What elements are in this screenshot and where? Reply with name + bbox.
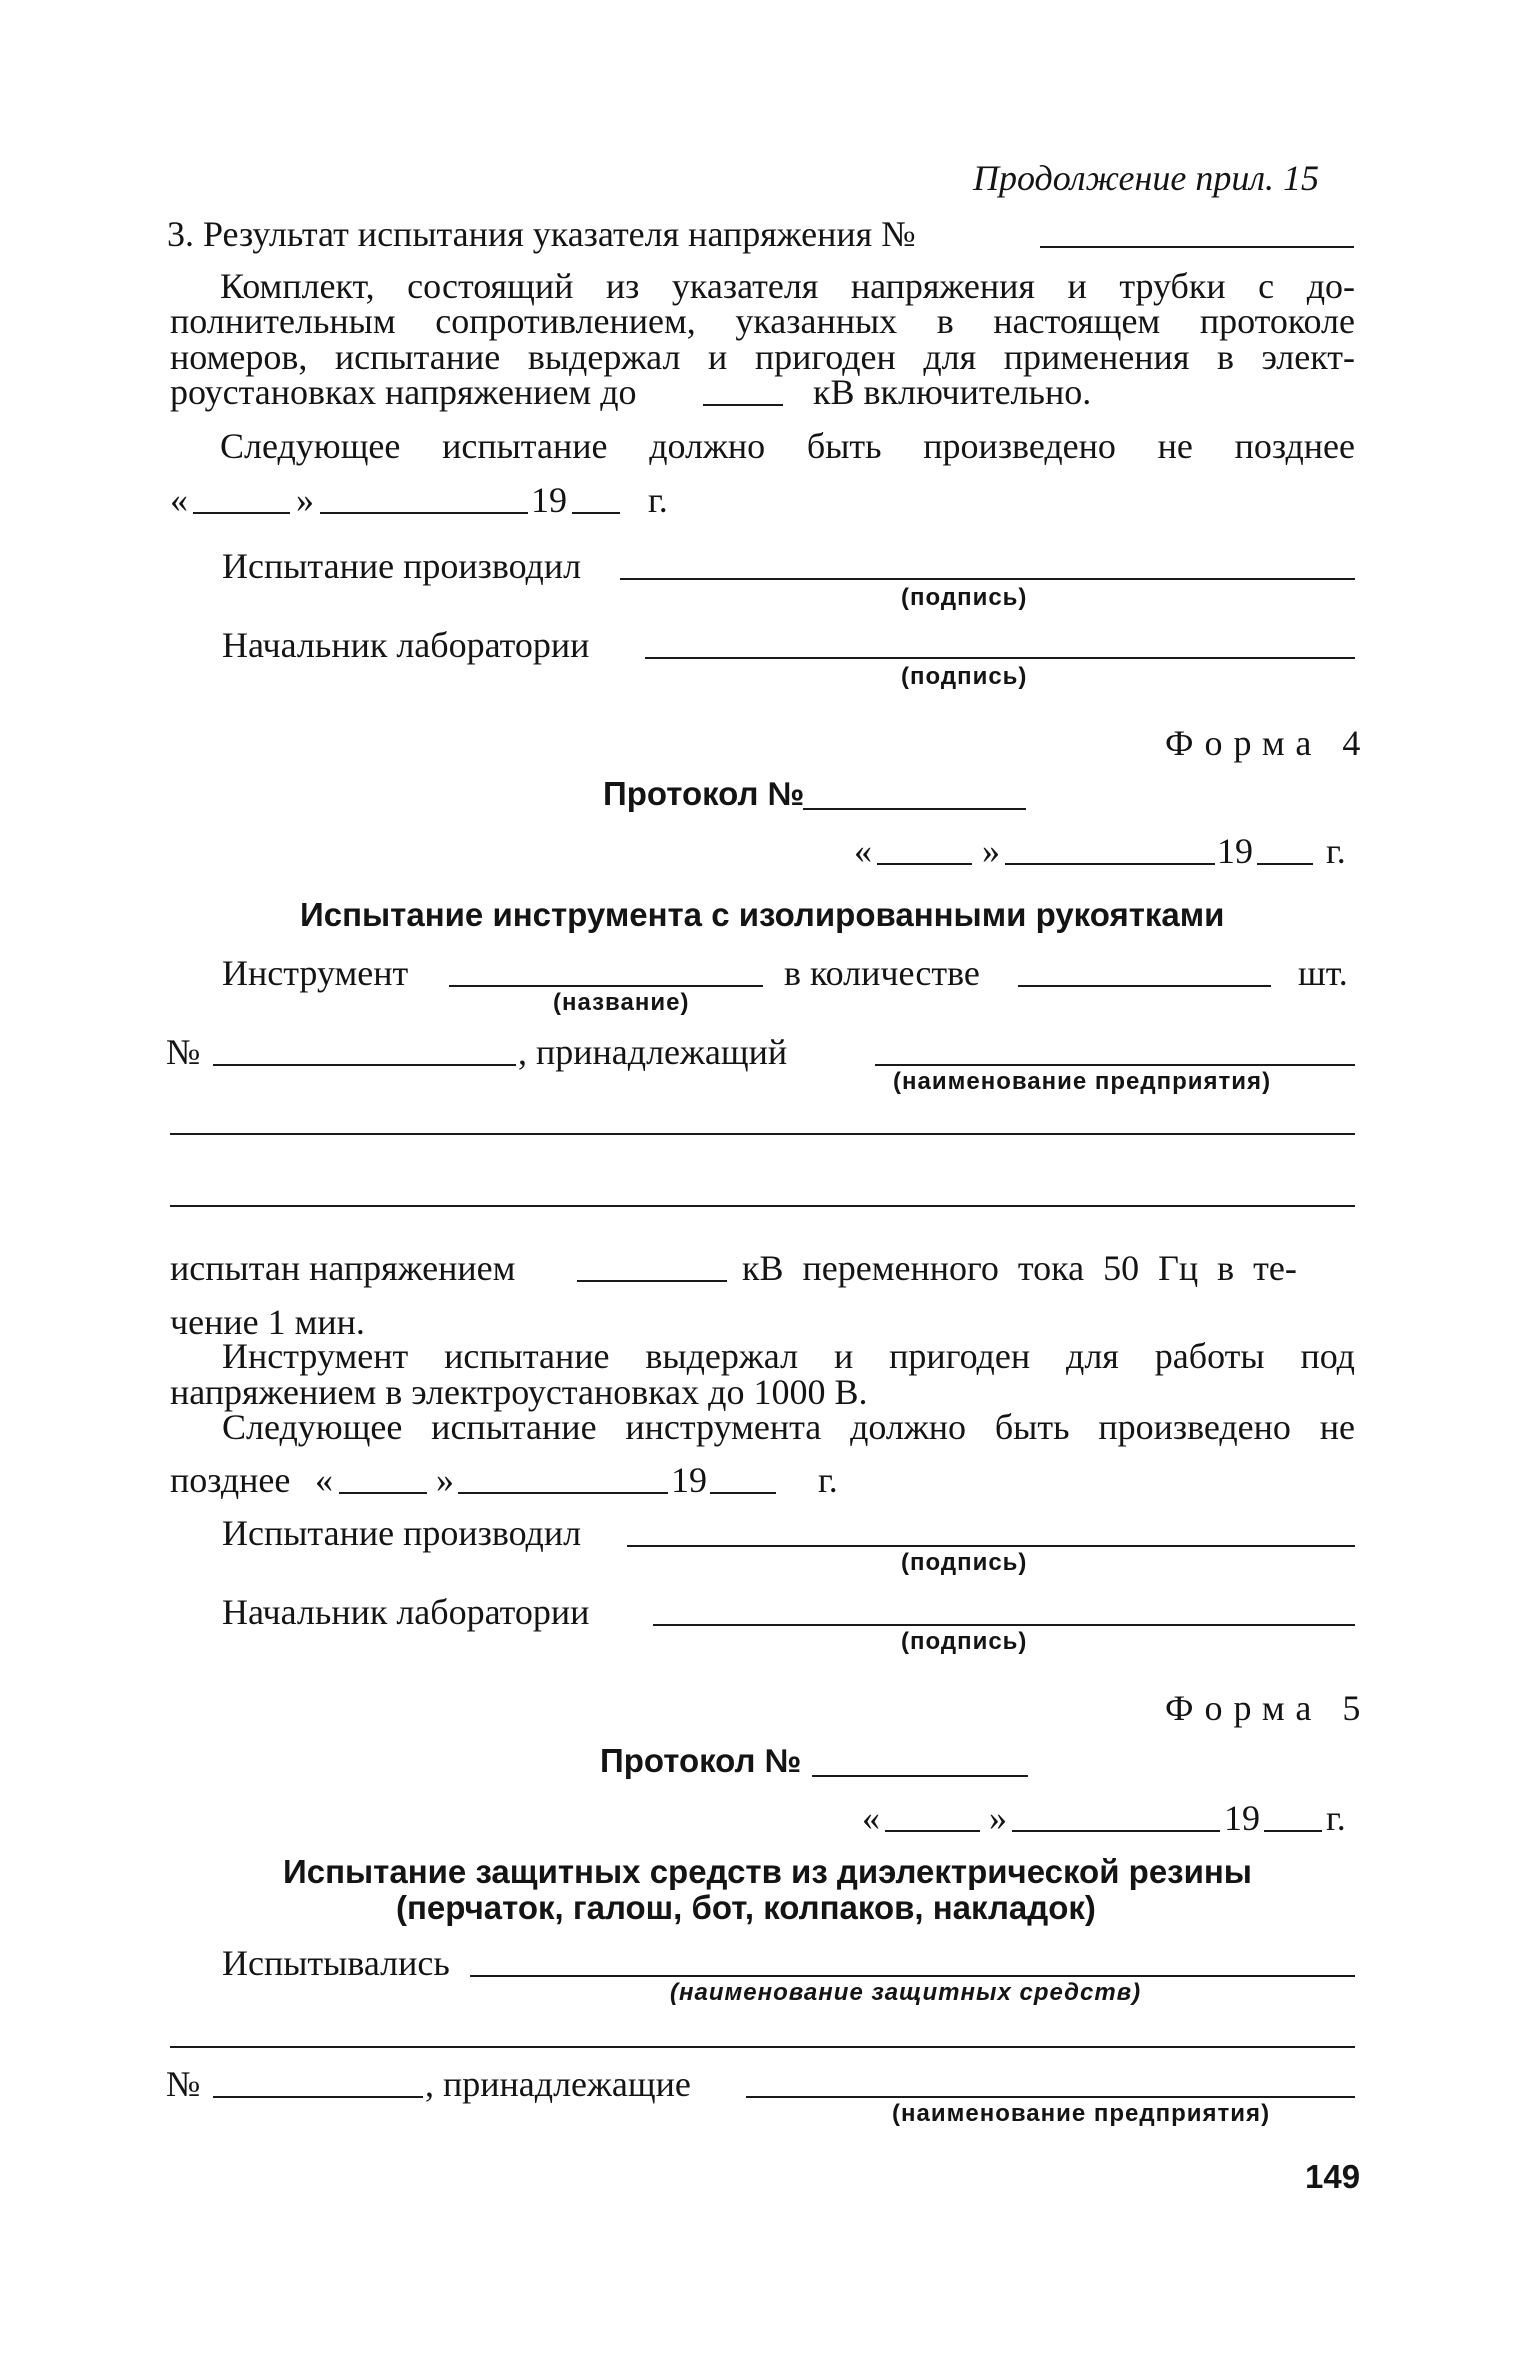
form4-tested-by-field[interactable] bbox=[627, 1545, 1355, 1547]
continuation-note: Продолжение прил. 15 bbox=[973, 158, 1320, 198]
form4-instrument-field[interactable] bbox=[449, 985, 763, 987]
form4-day-field[interactable] bbox=[877, 863, 972, 865]
form4-year-field[interactable] bbox=[1257, 863, 1313, 865]
form4-tested-by-label: Испытание производил bbox=[222, 1513, 582, 1553]
form4-tested-voltage-tail: кВ переменного тока 50 Гц в те- bbox=[742, 1248, 1297, 1288]
form4-duration: чение 1 мин. bbox=[170, 1302, 365, 1342]
form5-extra-line[interactable] bbox=[170, 2046, 1355, 2048]
form4-extra-line-2[interactable] bbox=[170, 1205, 1355, 1207]
form4-next-year-suffix: г. bbox=[818, 1460, 838, 1500]
form5-year-prefix: 19 bbox=[1224, 1798, 1260, 1838]
form5-day-field[interactable] bbox=[885, 1830, 980, 1832]
form5-heading-line-2: (перчаток, галош, бот, колпаков, накладок) bbox=[396, 1889, 1096, 1926]
form4-date-close: » bbox=[982, 831, 1000, 871]
form4-tested-voltage-label: испытан напряжением bbox=[170, 1248, 516, 1288]
form4-lab-head-field[interactable] bbox=[653, 1624, 1355, 1626]
form4-next-line-1: Следующее испытание инструмента должно быть произведено не bbox=[222, 1407, 1355, 1447]
form4-tested-by-caption: (подпись) bbox=[901, 1549, 1028, 1576]
form5-heading-line-1: Испытание защитных средств из диэлектрической резины bbox=[283, 1853, 1252, 1890]
form5-means-caption: (наименование защитных средств) bbox=[670, 1979, 1142, 2006]
form5-protocol-number-field[interactable] bbox=[812, 1775, 1028, 1777]
indicator-number-field[interactable] bbox=[1040, 246, 1354, 248]
form4-lab-head-label: Начальник лаборатории bbox=[222, 1592, 590, 1632]
form4-next-date-open: « bbox=[315, 1460, 333, 1500]
form5-number-field[interactable] bbox=[213, 2096, 423, 2098]
form5-year-suffix: г. bbox=[1326, 1798, 1346, 1838]
s3-date-close: » bbox=[296, 480, 314, 520]
form5-belonging-label: , принадлежащие bbox=[425, 2064, 691, 2104]
form4-number-sign: № bbox=[166, 1032, 201, 1072]
s3-tested-by-caption: (подпись) bbox=[901, 584, 1028, 611]
s3-day-field[interactable] bbox=[193, 512, 290, 514]
form4-number-field[interactable] bbox=[213, 1064, 516, 1066]
s3-year-suffix: г. bbox=[648, 480, 668, 520]
form5-date-close: » bbox=[989, 1798, 1007, 1838]
form4-year-prefix: 19 bbox=[1217, 831, 1253, 871]
form4-next-month-field[interactable] bbox=[458, 1492, 668, 1494]
section3-para-line-1: Комплект, состоящий из указателя напряжения и трубки с до- bbox=[220, 266, 1355, 306]
s3-year-prefix: 19 bbox=[531, 480, 567, 520]
form4-instrument-label: Инструмент bbox=[222, 953, 409, 993]
form4-date-open: « bbox=[854, 831, 872, 871]
section3-next-test: Следующее испытание должно быть произведено не позднее bbox=[220, 426, 1355, 466]
form5-enterprise-caption: (наименование предприятия) bbox=[892, 2100, 1271, 2127]
form4-label: Форма 4 bbox=[1165, 723, 1372, 763]
form4-quantity-label: в количестве bbox=[784, 953, 980, 993]
section3-para-line-2: полнительным сопротивлением, указанных в настоящем протоколе bbox=[170, 301, 1355, 341]
form5-month-field[interactable] bbox=[1012, 1830, 1220, 1832]
form4-result-line-1: Инструмент испытание выдержал и пригоден для работы под bbox=[222, 1336, 1355, 1376]
section3-para-line-4-end: кВ включительно. bbox=[813, 372, 1092, 412]
section3-para-line-4-start: роустановках напряжением до bbox=[170, 372, 637, 412]
form4-name-caption: (название) bbox=[553, 989, 690, 1016]
form4-heading: Испытание инструмента с изолированными рукоятками bbox=[300, 896, 1225, 933]
s3-tested-by-field[interactable] bbox=[620, 578, 1355, 580]
form5-year-field[interactable] bbox=[1264, 1830, 1322, 1832]
form4-lab-head-caption: (подпись) bbox=[901, 1628, 1028, 1655]
s3-lab-head-field[interactable] bbox=[645, 657, 1355, 659]
form4-enterprise-caption: (наименование предприятия) bbox=[893, 1068, 1272, 1095]
s3-tested-by-label: Испытание производил bbox=[222, 546, 582, 586]
voltage-field[interactable] bbox=[703, 404, 783, 406]
form5-tested-label: Испытывались bbox=[222, 1943, 450, 1983]
form4-year-suffix: г. bbox=[1326, 831, 1346, 871]
form5-number-sign: № bbox=[166, 2064, 201, 2104]
form5-label: Форма 5 bbox=[1165, 1688, 1372, 1728]
form4-month-field[interactable] bbox=[1005, 863, 1215, 865]
form4-next-line-2: позднее bbox=[170, 1460, 291, 1500]
form4-belonging-label: , принадлежащий bbox=[518, 1032, 788, 1072]
section3-title: 3. Результат испытания указателя напряжения № bbox=[167, 214, 916, 254]
s3-month-field[interactable] bbox=[320, 512, 528, 514]
form4-extra-line-1[interactable] bbox=[170, 1133, 1355, 1135]
form4-next-year-field[interactable] bbox=[710, 1492, 776, 1494]
form4-voltage-field[interactable] bbox=[577, 1280, 727, 1282]
s3-lab-head-caption: (подпись) bbox=[901, 663, 1028, 690]
form5-date-open: « bbox=[862, 1798, 880, 1838]
form4-next-day-field[interactable] bbox=[339, 1492, 427, 1494]
form4-protocol-number-field[interactable] bbox=[803, 808, 1026, 810]
form5-enterprise-field[interactable] bbox=[746, 2096, 1355, 2098]
page-number: 149 bbox=[1305, 2158, 1361, 2195]
form4-next-date-close: » bbox=[436, 1460, 454, 1500]
section3-para-line-3: номеров, испытание выдержал и пригоден для применения в элект- bbox=[170, 337, 1355, 377]
form4-next-year-prefix: 19 bbox=[671, 1460, 707, 1500]
s3-year-field[interactable] bbox=[572, 512, 620, 514]
s3-date-open: « bbox=[170, 480, 188, 520]
form4-result-line-2: напряжением в электроустановках до 1000 В. bbox=[170, 1372, 868, 1412]
s3-lab-head-label: Начальник лаборатории bbox=[222, 625, 590, 665]
form4-enterprise-field[interactable] bbox=[875, 1064, 1355, 1066]
form4-quantity-field[interactable] bbox=[1018, 985, 1271, 987]
form5-tested-field[interactable] bbox=[470, 1975, 1355, 1977]
form5-protocol-label: Протокол № bbox=[600, 1742, 802, 1779]
form4-protocol-label: Протокол № bbox=[603, 775, 805, 812]
form4-pieces-label: шт. bbox=[1298, 953, 1348, 993]
